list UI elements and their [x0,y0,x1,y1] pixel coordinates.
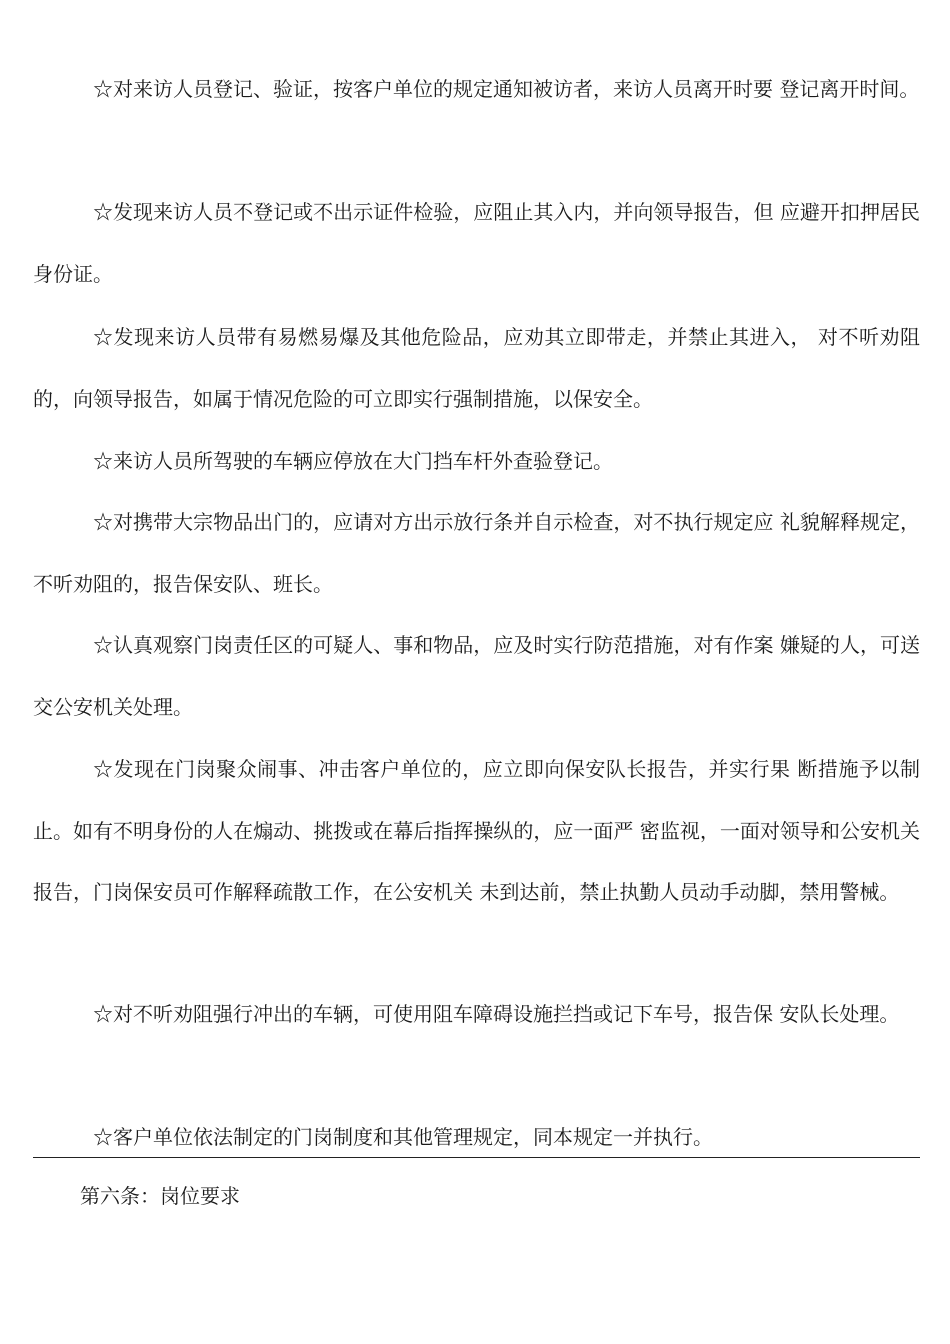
paragraph-bulk-goods: ☆对携带大宗物品出门的，应请对方出示放行条并自示检查，对不执行规定应 礼貌解释规定，不听劝阻的，报告保安队、班长。 [33,510,920,596]
horizontal-divider [33,1157,920,1158]
section-heading: 第六条：岗位要求 [80,1184,240,1208]
paragraph-visitor-registration: ☆对来访人员登记、验证，按客户单位的规定通知被访者，来访人员离开时要 登记离开时间。 [93,77,920,101]
paragraph-no-registration: ☆发现来访人员不登记或不出示证件检验，应阻止其入内，并向领导报告，但 应避开扣押居民身份证。 [33,200,920,286]
paragraph-disturbance: ☆发现在门岗聚众闹事、冲击客户单位的，应立即向保安队长报告，并实行果 断措施予以制止。如有不明身份的人在煽动、挑拨或在幕后指挥操纵的，应一面严 密监视，一面对领导和公安机关报告，门岗保安员可作解释疏散工作，在公安机关 未到达前，禁止执勤人员动手动脚，禁用警械。 [33,757,920,904]
paragraph-suspicious-persons: ☆认真观察门岗责任区的可疑人、事和物品，应及时实行防范措施，对有作案 嫌疑的人，可送交公安机关处理。 [33,633,920,719]
paragraph-visitor-vehicles: ☆来访人员所驾驶的车辆应停放在大门挡车杆外查验登记。 [93,449,613,473]
paragraph-dangerous-goods: ☆发现来访人员带有易燃易爆及其他危险品，应劝其立即带走，并禁止其进入， 对不听劝阻的，向领导报告，如属于情况危险的可立即实行强制措施，以保安全。 [33,325,920,411]
paragraph-forced-vehicles: ☆对不听劝阻强行冲出的车辆，可使用阻车障碍设施拦挡或记下车号，报告保 安队长处理。 [93,1002,900,1026]
paragraph-client-rules: ☆客户单位依法制定的门岗制度和其他管理规定，同本规定一并执行。 [93,1125,713,1149]
